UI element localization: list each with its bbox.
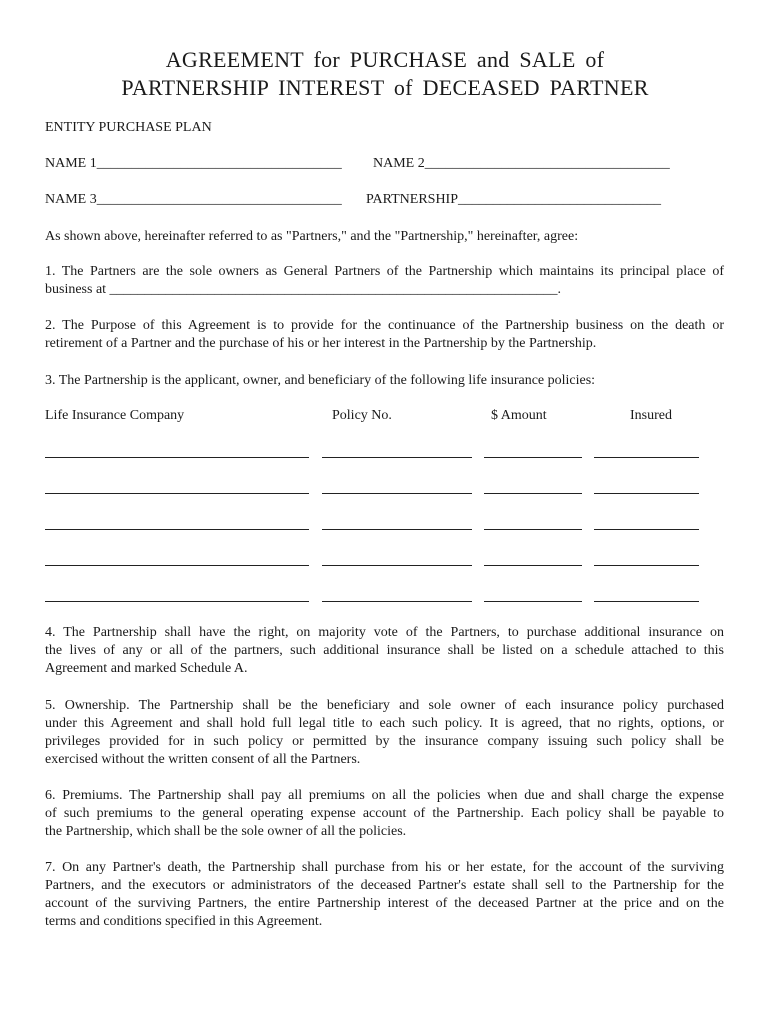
clause-4-line-3: Agreement and marked Schedule A. (45, 661, 248, 676)
clause-5-line-4: exercised without the written consent of all the Partners. (45, 752, 361, 767)
clause-6-line-1: 6. Premiums. The Partnership shall pay all premiums on all the policies when due and shall charge the expense (45, 788, 724, 803)
clause-7-line-1: 7. On any Partner's death, the Partnership shall purchase from his or her estate, for the account of the surviving (45, 860, 724, 875)
partnership-field[interactable]: PARTNERSHIP_____________________________ (366, 192, 662, 207)
amount-blank[interactable] (484, 601, 582, 602)
title-line-2: PARTNERSHIP INTEREST of DECEASED PARTNER (121, 75, 649, 100)
insured-blank[interactable] (594, 529, 699, 530)
name1-field[interactable]: NAME 1___________________________________ (45, 156, 342, 171)
name3-field[interactable]: NAME 3___________________________________ (45, 192, 342, 207)
clause-5-line-2: under this Agreement and shall hold full legal title to each such policy. It is agreed, that no rights, options, or (45, 716, 724, 731)
name2-field[interactable]: NAME 2___________________________________ (373, 156, 670, 171)
clause-2-line-2: retirement of a Partner and the purchase of his or her interest in the Partnership by the Partnership. (45, 336, 597, 351)
amount-blank[interactable] (484, 457, 582, 458)
company-blank[interactable] (45, 601, 309, 602)
company-blank[interactable] (45, 493, 309, 494)
clause-4 (45, 624, 724, 678)
clause-2 (45, 317, 724, 353)
policy-no-blank[interactable] (322, 529, 472, 530)
title-line-1: AGREEMENT for PURCHASE and SALE of (165, 47, 605, 72)
company-blank[interactable] (45, 457, 309, 458)
clause-6-line-3: the Partnership, which shall be the sole owner of all the policies. (45, 824, 407, 839)
insured-blank[interactable] (594, 457, 699, 458)
clause-1 (45, 263, 724, 299)
company-blank[interactable] (45, 529, 309, 530)
clause-5-line-1: 5. Ownership. The Partnership shall be the beneficiary and sole owner of each insurance policy purchased (45, 698, 724, 713)
amount-blank[interactable] (484, 565, 582, 566)
column-header-insured: Insured (630, 408, 672, 423)
policy-no-blank[interactable] (322, 601, 472, 602)
clause-5-line-3: privileges provided for in such policy or permitted by the insurance company issuing such policy shall be (45, 734, 724, 749)
insured-blank[interactable] (594, 565, 699, 566)
policy-no-blank[interactable] (322, 493, 472, 494)
policy-no-blank[interactable] (322, 565, 472, 566)
clause-4-line-1: 4. The Partnership shall have the right, on majority vote of the Partners, to purchase additional insurance on (45, 625, 724, 640)
clause-7-line-3: account of the surviving Partners, the entire Partnership interest of the deceased Partner at the price and on the (45, 896, 724, 911)
clause-6 (45, 787, 724, 841)
clause-7-line-4: terms and conditions specified in this Agreement. (45, 914, 323, 929)
plan-type-label: ENTITY PURCHASE PLAN (45, 120, 212, 135)
amount-blank[interactable] (484, 493, 582, 494)
insured-blank[interactable] (594, 601, 699, 602)
clause-7 (45, 859, 724, 931)
column-header-amount: $ Amount (491, 408, 547, 423)
policy-no-blank[interactable] (322, 457, 472, 458)
clause-5 (45, 697, 724, 769)
amount-blank[interactable] (484, 529, 582, 530)
intro-paragraph: As shown above, hereinafter referred to as "Partners," and the "Partnership," hereinafter, agree: (45, 229, 579, 244)
insured-blank[interactable] (594, 493, 699, 494)
clause-7-line-2: Partners, and the executors or administrators of the deceased Partner's estate shall sell to the Partnership for the (45, 878, 724, 893)
clause-3: 3. The Partnership is the applicant, owner, and beneficiary of the following life insurance policies: (45, 373, 596, 388)
company-blank[interactable] (45, 565, 309, 566)
clause-6-line-2: of such premiums to the general operating expense account of the Partnership. Each policy shall be payable to (45, 806, 724, 821)
clause-2-line-1: 2. The Purpose of this Agreement is to provide for the continuance of the Partnership business on the death or (45, 318, 724, 333)
clause-1-line-1: 1. The Partners are the sole owners as General Partners of the Partnership which maintains its principal place of (45, 264, 724, 279)
clause-1-line-2[interactable]: business at ________________________________________________________________. (45, 282, 562, 297)
column-header-company: Life Insurance Company (45, 408, 185, 423)
clause-4-line-2: the lives of any or all of the partners, such additional insurance shall be listed on a schedule attached to this (45, 643, 724, 658)
column-header-policy-no: Policy No. (332, 408, 392, 423)
document-title (0, 46, 770, 102)
